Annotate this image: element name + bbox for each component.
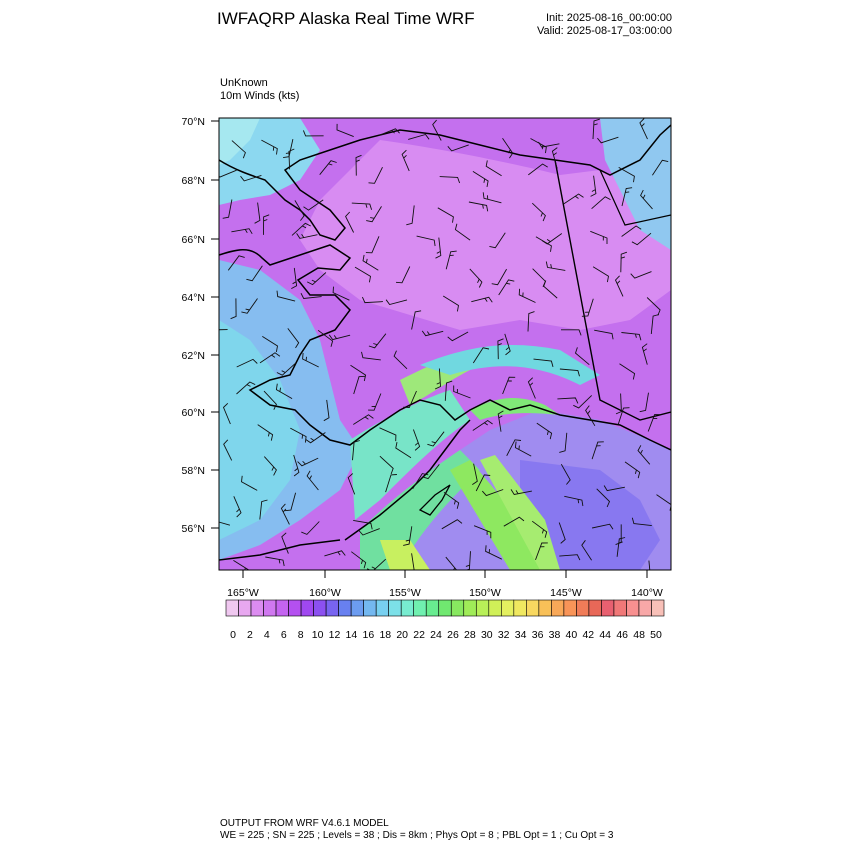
lon-label: 165°W <box>227 587 259 599</box>
colorbar-label: 10 <box>311 629 324 641</box>
colorbar-swatch <box>476 600 489 616</box>
colorbar-label: 24 <box>430 629 442 641</box>
colorbar-swatch <box>626 600 639 616</box>
colorbar-swatch <box>501 600 514 616</box>
lat-label: 58°N <box>181 465 205 477</box>
lat-label: 56°N <box>181 523 205 535</box>
colorbar-label: 28 <box>464 629 476 641</box>
colorbar-label: 20 <box>396 629 409 641</box>
model-version: OUTPUT FROM WRF V4.6.1 MODEL <box>220 818 389 829</box>
lat-label: 62°N <box>181 350 205 362</box>
colorbar-swatch <box>239 600 252 616</box>
colorbar-swatch <box>564 600 577 616</box>
colorbar-swatch <box>301 600 314 616</box>
colorbar-swatch <box>551 600 564 616</box>
longitude-axis <box>227 570 663 599</box>
chart-title: IWFAQRP Alaska Real Time WRF <box>217 9 475 28</box>
colorbar-label: 44 <box>599 629 612 641</box>
map-field <box>207 118 671 581</box>
colorbar-swatch <box>251 600 264 616</box>
colorbar-label: 18 <box>379 629 392 641</box>
colorbar <box>226 600 664 616</box>
colorbar-swatch <box>351 600 364 616</box>
colorbar-label: 34 <box>514 629 527 641</box>
colorbar-swatch <box>639 600 652 616</box>
colorbar-label: 4 <box>263 629 270 641</box>
colorbar-swatch <box>426 600 439 616</box>
lon-label: 155°W <box>389 587 421 599</box>
colorbar-swatch <box>276 600 289 616</box>
colorbar-label: 22 <box>413 629 425 641</box>
colorbar-swatch <box>339 600 352 616</box>
colorbar-label: 14 <box>345 629 358 641</box>
colorbar-swatch <box>439 600 452 616</box>
colorbar-label: 48 <box>633 629 645 641</box>
colorbar-swatch <box>539 600 552 616</box>
colorbar-label: 6 <box>280 629 287 641</box>
colorbar-label: 46 <box>616 629 629 641</box>
colorbar-swatch <box>414 600 427 616</box>
colorbar-swatch <box>651 600 664 616</box>
colorbar-swatch <box>226 600 239 616</box>
lon-label: 150°W <box>469 587 501 599</box>
colorbar-label: 30 <box>480 629 493 641</box>
colorbar-label: 42 <box>582 629 595 641</box>
colorbar-swatch <box>389 600 402 616</box>
colorbar-swatch <box>364 600 377 616</box>
lon-label: 160°W <box>309 587 341 599</box>
colorbar-label: 36 <box>531 629 544 641</box>
colorbar-swatch <box>376 600 389 616</box>
colorbar-labels <box>230 629 662 641</box>
model-footer <box>220 818 613 841</box>
colorbar-swatch <box>576 600 589 616</box>
lon-label: 145°W <box>550 587 582 599</box>
colorbar-label: 16 <box>362 629 375 641</box>
field-source: UnKnown <box>220 77 268 89</box>
colorbar-swatch <box>589 600 602 616</box>
colorbar-label: 0 <box>230 629 236 641</box>
colorbar-swatch <box>401 600 414 616</box>
colorbar-label: 12 <box>328 629 341 641</box>
colorbar-swatch <box>526 600 539 616</box>
colorbar-swatch <box>264 600 277 616</box>
colorbar-swatch <box>464 600 477 616</box>
colorbar-swatch <box>489 600 502 616</box>
colorbar-label: 8 <box>297 629 304 641</box>
valid-time: Valid: 2025-08-17_03:00:00 <box>537 25 672 37</box>
lat-label: 66°N <box>181 234 205 246</box>
model-config: WE = 225 ; SN = 225 ; Levels = 38 ; Dis = 8km ; Phys Opt = 8 ; PBL Opt = 1 ; Cu Opt = 3 <box>220 829 614 841</box>
colorbar-label: 50 <box>650 629 662 641</box>
lat-label: 68°N <box>181 175 205 187</box>
colorbar-label: 38 <box>548 629 561 641</box>
colorbar-swatch <box>614 600 627 616</box>
latitude-axis <box>182 116 219 535</box>
colorbar-label: 32 <box>497 629 510 641</box>
lat-label: 64°N <box>181 292 205 304</box>
lon-label: 140°W <box>631 587 663 599</box>
colorbar-swatch <box>289 600 302 616</box>
colorbar-label: 2 <box>246 629 253 641</box>
colorbar-swatch <box>451 600 464 616</box>
colorbar-label: 40 <box>565 629 578 641</box>
colorbar-swatch <box>314 600 327 616</box>
lat-label: 70°N <box>181 116 205 128</box>
colorbar-swatch <box>514 600 527 616</box>
field-name: 10m Winds (kts) <box>220 90 300 102</box>
colorbar-swatch <box>601 600 614 616</box>
colorbar-label: 26 <box>447 629 459 641</box>
init-time: Init: 2025-08-16_00:00:00 <box>546 12 672 24</box>
lat-label: 60°N <box>181 407 205 419</box>
colorbar-swatch <box>326 600 339 616</box>
